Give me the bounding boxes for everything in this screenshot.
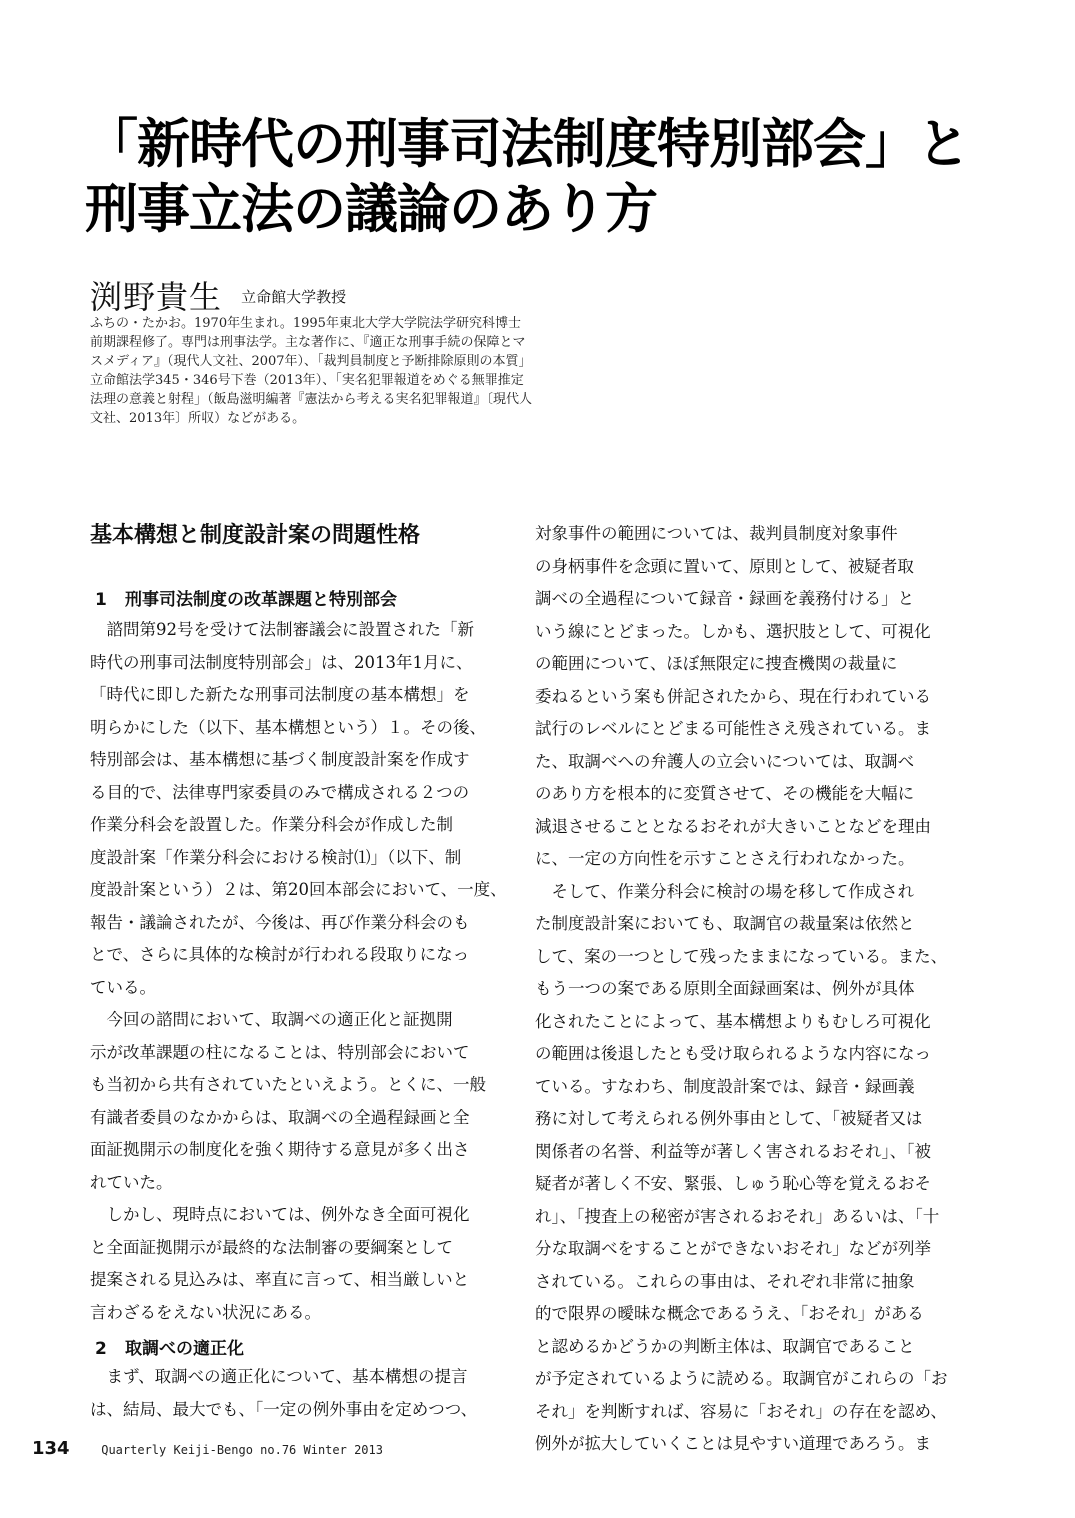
- bio-line: 前期課程修了。専門は刑事法学。主な著作に、『適正な刑事手続の保障とマ: [90, 335, 526, 350]
- text-line: 提案される見込みは、率直に言って、相当厳しいと: [90, 1270, 470, 1289]
- text-line: る目的で、法律専門家委員のみで構成される２つの: [90, 782, 470, 802]
- article-title: [85, 112, 1015, 242]
- left-column-text-1: [90, 614, 510, 1329]
- text-line: 面証拠開示の制度化を強く期待する意見が多く出さ: [90, 1140, 470, 1159]
- text-line: れ」、「捜査上の秘密が害されるおそれ」あるいは、「十: [535, 1206, 940, 1226]
- text-line: ている。すなわち、制度設計案では、録音・録画義: [535, 1076, 915, 1096]
- text-line: と認めるかどうかの判断主体は、取調官であること: [535, 1336, 915, 1356]
- text-line: いう線にとどまった。しかも、選択肢として、可視化: [535, 621, 931, 641]
- author-byline: [90, 272, 346, 318]
- subsection-title: 取調べの適正化: [125, 1339, 244, 1359]
- subsection-number: 2: [95, 1339, 107, 1359]
- text-line: のあり方を根本的に変質させて、その機能を大幅に: [535, 784, 915, 803]
- text-line: 例外が拡大していくことは見やすい道理であろう。ま: [535, 1434, 931, 1453]
- text-line: ている。: [90, 977, 156, 997]
- text-line: 言わざるをえない状況にある。: [90, 1302, 321, 1322]
- author-affiliation: 立命館大学教授: [241, 288, 347, 306]
- text-line: しかし、現時点においては、例外なき全面可視化: [90, 1205, 470, 1224]
- text-line: の範囲は後退したとも受け取られるような内容になっ: [535, 1044, 931, 1063]
- text-line: の身柄事件を念頭に置いて、原則として、被疑者取: [535, 556, 914, 576]
- text-line: されている。これらの事由は、それぞれ非常に抽象: [535, 1271, 915, 1291]
- text-line: 関係者の名誉、利益等が著しく害されるおそれ」、「被: [535, 1141, 931, 1161]
- text-line: とで、さらに具体的な検討が行われる段取りになっ: [90, 945, 470, 964]
- text-line: 特別部会は、基本構想に基づく制度設計案を作成す: [90, 750, 470, 769]
- text-line: そして、作業分科会に検討の場を移して作成され: [535, 881, 915, 901]
- text-line: 報告・議論されたが、今後は、再び作業分科会のも: [90, 912, 470, 932]
- subsection-title: 刑事司法制度の改革課題と特別部会: [125, 590, 397, 610]
- text-line: 減退させることとなるおそれが大きいことなどを理由: [535, 816, 931, 836]
- text-line: と全面証拠開示が最終的な法制審の要綱案として: [90, 1237, 453, 1257]
- bio-line: ふちの・たかお。1970年生まれ。1995年東北大学大学院法学研究科博士: [90, 316, 521, 331]
- author-name: 渕野貴生: [90, 278, 223, 316]
- bio-line: 法理の意義と射程」（飯島滋明編著『憲法から考える実名犯罪報道』〔現代人: [90, 392, 533, 407]
- page-number: 134: [32, 1438, 70, 1459]
- text-line: もう一つの案である原則全面録画案は、例外が具体: [535, 979, 915, 998]
- text-line: に、一定の方向性を示すことさえ行われなかった。: [535, 849, 915, 868]
- text-line: は、結局、最大でも、「一定の例外事由を定めつつ、: [90, 1399, 478, 1419]
- subsection-heading-2: [95, 1334, 244, 1359]
- text-line: 諮問第92号を受けて法制審議会に設置された「新: [90, 620, 474, 639]
- text-line: まず、取調べの適正化について、基本構想の提言: [90, 1367, 468, 1386]
- text-line: 度設計案「作業分科会における検討⑴」（以下、制: [90, 847, 462, 867]
- right-column-text: [535, 518, 955, 1461]
- text-line: 今回の諮問において、取調べの適正化と証拠開: [90, 1010, 453, 1029]
- text-line: それ」を判断すれば、容易に「おそれ」の存在を認め、: [535, 1401, 947, 1421]
- text-line: 疑者が著しく不安、緊張、しゅう恥心等を覚えるおそ: [535, 1174, 931, 1193]
- text-line: た、取調べへの弁護人の立会いについては、取調べ: [535, 751, 915, 771]
- text-line: 対象事件の範囲については、裁判員制度対象事件: [535, 524, 898, 543]
- subsection-heading-1: [95, 585, 397, 610]
- text-line: 分な取調べをすることができないおそれ」などが列挙: [535, 1239, 931, 1258]
- text-line: 明らかにした（以下、基本構想という）１。その後、: [90, 717, 486, 737]
- subsection-number: 1: [95, 590, 107, 610]
- author-bio: [90, 314, 560, 428]
- text-line: 試行のレベルにとどまる可能性さえ残されている。ま: [535, 719, 931, 738]
- text-line: 委ねるという案も併記されたから、現在行われている: [535, 686, 931, 706]
- text-line: 有識者委員のなかからは、取調べの全過程録画と全: [90, 1107, 470, 1127]
- text-line: 示が改革課題の柱になることは、特別部会において: [90, 1042, 470, 1062]
- text-line: た制度設計案においても、取調官の裁量案は依然と: [535, 914, 915, 933]
- text-line: 調べの全過程について録音・録画を義務付ける」と: [535, 589, 915, 608]
- page-footer: [32, 1438, 383, 1459]
- text-line: 化されたことによって、基本構想よりもむしろ可視化: [535, 1011, 931, 1031]
- bio-line: スメディア』（現代人文社、2007年）、「裁判員制度と予断排除原則の本質」: [90, 354, 532, 369]
- bio-line: 文社、2013年〕所収）などがある。: [90, 411, 306, 426]
- section-heading: 基本構想と制度設計案の問題性格: [90, 522, 421, 548]
- journal-citation: Quarterly Keiji-Bengo no.76 Winter 2013: [101, 1443, 383, 1457]
- text-line: 時代の刑事司法制度特別部会」は、2013年1月に、: [90, 652, 473, 672]
- title-line-1: 「新時代の刑事司法制度特別部会」と: [85, 114, 969, 175]
- text-line: 度設計案という）２は、第20回本部会において、一度、: [90, 880, 507, 899]
- text-line: れていた。: [90, 1172, 173, 1192]
- text-line: 作業分科会を設置した。作業分科会が作成した制: [90, 815, 453, 834]
- text-line: 務に対して考えられる例外事由として、「被疑者又は: [535, 1109, 923, 1128]
- text-line: 的で限界の曖昧な概念であるうえ、「おそれ」がある: [535, 1304, 924, 1323]
- text-line: 「時代に即した新たな刑事司法制度の基本構想」を: [90, 685, 470, 704]
- title-line-2: 刑事立法の議論のあり方: [85, 179, 657, 240]
- text-line: して、案の一つとして残ったままになっている。また、: [535, 946, 948, 966]
- text-line: も当初から共有されていたといえよう。とくに、一般: [90, 1075, 486, 1094]
- text-line: の範囲について、ほぼ無限定に捜査機関の裁量に: [535, 654, 898, 673]
- left-column-text-2: [90, 1361, 510, 1426]
- text-line: が予定されているように読める。取調官がこれらの「お: [535, 1369, 948, 1388]
- bio-line: 立命館法学345・346号下巻（2013年）、「実名犯罪報道をめぐる無罪推定: [90, 373, 524, 388]
